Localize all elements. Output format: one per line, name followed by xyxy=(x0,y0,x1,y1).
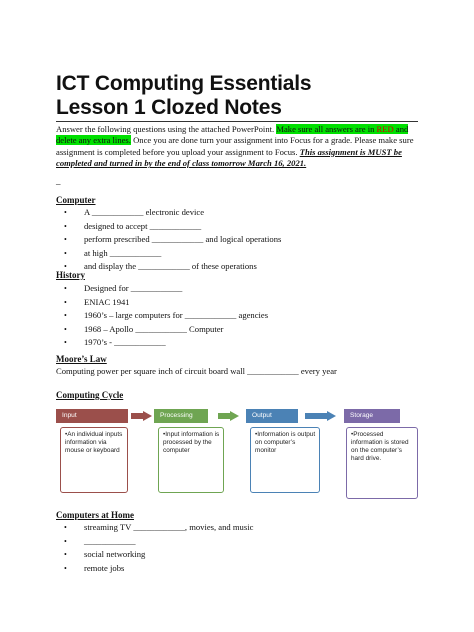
list-item xyxy=(56,220,281,234)
bullet-icon: • xyxy=(64,536,67,546)
bullet-icon: • xyxy=(64,324,67,334)
list-item xyxy=(56,233,281,247)
instructions-highlight-2: delete any extra lines. xyxy=(56,135,131,146)
list-item xyxy=(56,562,253,576)
computing-cycle-heading: Computing Cycle xyxy=(56,390,124,400)
arrow-input-body xyxy=(131,413,143,419)
title-divider xyxy=(56,121,418,122)
document-subtitle: Lesson 1 Clozed Notes xyxy=(56,96,282,119)
red-word: RED xyxy=(376,124,394,134)
list-item-text: 1960’s – large computers for ____________ agencies xyxy=(84,310,269,321)
stage-label: Processing xyxy=(160,412,193,419)
stage-storage-tab xyxy=(344,409,400,423)
list-item xyxy=(56,323,268,337)
stage-output-box: •Information is output on computer’s monitor xyxy=(250,427,320,493)
list-item xyxy=(56,336,268,350)
stage-label: Output xyxy=(252,412,272,419)
list-item-text: ENIAC 1941 xyxy=(84,296,130,307)
list-item xyxy=(56,247,281,261)
list-item-text: A ____________ electronic device xyxy=(84,207,205,217)
list-item xyxy=(56,521,253,535)
dash-mark: – xyxy=(56,179,61,189)
list-item-text: 1968 – Apollo ____________ Computer xyxy=(84,323,224,334)
arrow-output-body xyxy=(305,413,327,419)
due-date-note: This assignment is MUST be completed and turned in by the end of class tomorrow March 16, 2021. xyxy=(56,146,402,169)
arrow-right-icon xyxy=(327,411,336,421)
stage-input-tab xyxy=(56,409,128,423)
moores-law-text: Computing power per square inch of circuit board wall ____________ every year xyxy=(56,366,337,376)
computer-heading: Computer xyxy=(56,195,96,205)
list-item-text: Designed for ____________ xyxy=(84,283,183,293)
stage-storage-box: •Processed information is stored on the computer’s hard drive. xyxy=(346,427,418,499)
bullet-icon: • xyxy=(64,235,67,245)
document-title: ICT Computing Essentials xyxy=(56,72,312,95)
computer-list xyxy=(56,206,281,274)
list-item-text: and display the ____________ of these operations xyxy=(84,261,257,272)
stage-label: Input xyxy=(62,412,77,419)
list-item xyxy=(56,296,268,310)
arrow-right-icon xyxy=(230,411,239,421)
list-item xyxy=(56,260,281,274)
computers-at-home-heading: Computers at Home xyxy=(56,510,134,520)
instructions-highlight xyxy=(276,124,408,134)
stage-output-tab xyxy=(246,409,298,423)
computing-cycle-diagram xyxy=(56,409,420,505)
list-item-text: perform prescribed ____________ and logical operations xyxy=(84,234,282,245)
stage-label: Storage xyxy=(350,412,374,419)
instructions-text-1: Answer the following questions using the attached PowerPoint. xyxy=(56,124,275,134)
bullet-icon: • xyxy=(64,297,67,307)
stage-input-box: •An individual inputs information via mouse or keyboard xyxy=(60,427,128,493)
instructions-and: and xyxy=(395,124,409,134)
list-item-text: social networking xyxy=(84,549,146,560)
list-item xyxy=(56,535,253,549)
list-item xyxy=(56,548,253,562)
bullet-icon: • xyxy=(64,338,67,348)
list-item-text: at high ____________ xyxy=(84,247,162,258)
list-item xyxy=(56,309,268,323)
list-item-text: ____________ xyxy=(84,535,136,546)
list-item-text: streaming TV ____________, movies, and music xyxy=(84,522,254,532)
list-item-text: 1970’s - ____________ xyxy=(84,337,166,348)
arrow-processing-body xyxy=(218,413,230,419)
bullet-icon: • xyxy=(64,284,67,293)
bullet-icon: • xyxy=(64,248,67,258)
bullet-icon: • xyxy=(64,311,67,321)
moores-law-heading: Moore’s Law xyxy=(56,354,107,364)
arrow-right-icon xyxy=(143,411,152,421)
history-list xyxy=(56,282,268,350)
bullet-icon: • xyxy=(64,523,67,532)
stage-processing-box: •Input information is processed by the computer xyxy=(158,427,224,493)
bullet-icon: • xyxy=(64,262,67,272)
list-item xyxy=(56,282,268,296)
instructions-text-2: Once you are done turn your assignment into Focus for a grade. Please make sure assignment is completed before you upload your assignment to Focus. xyxy=(56,135,414,157)
list-item xyxy=(56,206,281,220)
bullet-icon: • xyxy=(64,563,67,573)
bullet-icon: • xyxy=(64,221,67,231)
instructions-paragraph xyxy=(56,124,418,170)
stage-processing-tab xyxy=(154,409,208,423)
bullet-icon: • xyxy=(64,550,67,560)
computers-at-home-list xyxy=(56,521,253,575)
bullet-icon: • xyxy=(64,208,67,217)
list-item-text: remote jobs xyxy=(84,562,125,573)
list-item-text: designed to accept ____________ xyxy=(84,220,202,231)
history-heading: History xyxy=(56,270,85,280)
instructions-highlight-text: Make sure all answers are in xyxy=(276,124,375,134)
